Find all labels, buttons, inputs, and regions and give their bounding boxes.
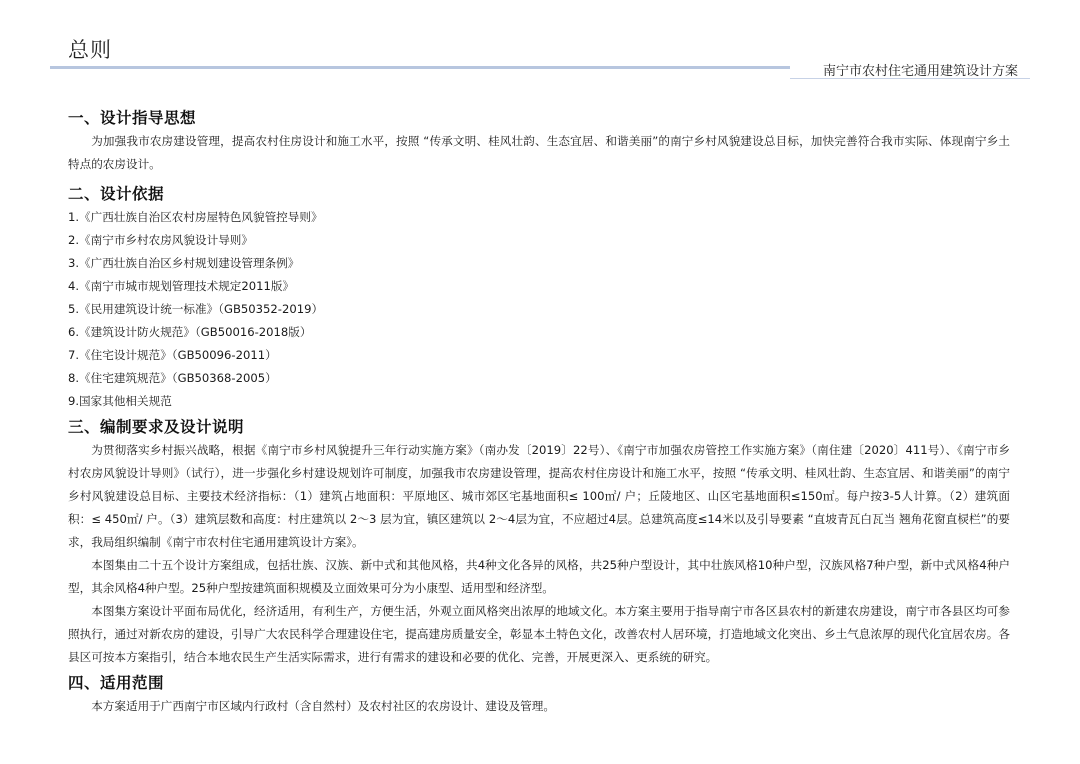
list-item: 6.《建筑设计防火规范》（GB50016-2018版）	[68, 325, 312, 339]
section-title-guiding-principle: 一、设计指导思想	[68, 109, 197, 127]
design-basis-list	[68, 206, 1010, 413]
list-item: 7.《住宅设计规范》（GB50096-2011）	[68, 348, 277, 362]
section-paragraph: 为贯彻落实乡村振兴战略，根据《南宁市乡村风貌提升三年行动实施方案》（南办发〔2019〕22号）、《南宁市加强农房管控工作实施方案》（南住建〔2020〕411号）、《南宁市乡村农房风貌设计导则》（试行），进一步强化乡村建设规划许可制度，加强我市农房建设管理，提高农村住房设计和施工水平，按照 “传承文明、桂风壮韵、生态宜居、和谐美丽”的南宁乡村风貌建设总目标、主要技术经济指标：（1）建筑占地面积：平原地区、城市郊区宅基地面积≤ 100㎡/ 户；丘陵地区、山区宅基地面积≤150㎡。每户按3-5人计算。（2）建筑面积：≤ 450㎡/ 户。（3）建筑层数和高度：村庄建筑以 2～3 层为宜，镇区建筑以 2～4层为宜，不应超过4层。总建筑高度≤14米以及引导要素 “直坡青瓦白瓦当 翘角花窗直棂栏”的要求，我局组织编制《南宁市农村住宅通用建筑设计方案》。	[68, 443, 1010, 549]
document-body	[68, 106, 1010, 718]
list-item: 2.《南宁市乡村农房风貌设计导则》	[68, 233, 253, 247]
section-paragraph: 本方案适用于广西南宁市区域内行政村（含自然村）及农村社区的农房设计、建设及管理。	[91, 699, 555, 713]
section-title-design-basis: 二、设计依据	[68, 185, 165, 203]
list-item: 4.《南宁市城市规划管理技术规定2011版》	[68, 279, 295, 293]
page-title: 总则	[68, 38, 112, 62]
section-paragraph: 为加强我市农房建设管理，提高农村住房设计和施工水平，按照 “传承文明、桂风壮韵、生态宜居、和谐美丽”的南宁乡村风貌建设总目标，加快完善符合我市实际、体现南宁乡土特点的农房设计。	[68, 134, 1010, 171]
document-subtitle: 南宁市农村住宅通用建筑设计方案	[822, 64, 1018, 79]
section-paragraph: 本图集方案设计平面布局优化，经济适用，有利生产，方便生活，外观立面风格突出浓厚的地域文化。本方案主要用于指导南宁市各区县农村的新建农房建设，南宁市各县区均可参照执行，通过对新农房的建设，引导广大农民科学合理建设住宅，提高建房质量安全，彰显本土特色文化，改善农村人居环境，打造地域文化突出、乡土气息浓厚的现代化宜居农房。各县区可按本方案指引，结合本地农民生产生活实际需求，进行有需求的建设和必要的优化、完善，开展更深入、更系统的研究。	[68, 604, 1010, 664]
header-divider	[50, 66, 790, 69]
list-item: 3.《广西壮族自治区乡村规划建设管理条例》	[68, 256, 300, 270]
list-item: 1.《广西壮族自治区农村房屋特色风貌管控导则》	[68, 210, 323, 224]
section-title-scope: 四、适用范围	[68, 674, 165, 692]
section-paragraph: 本图集由二十五个设计方案组成，包括壮族、汉族、新中式和其他风格，共4种文化各异的风格，共25种户型设计，其中壮族风格10种户型，汉族风格7种户型，新中式风格4种户型，其余风格4种户型。25种户型按建筑面积规模及立面效果可分为小康型、适用型和经济型。	[68, 558, 1010, 595]
section-title-compilation-requirements: 三、编制要求及设计说明	[68, 418, 245, 436]
list-item: 5.《民用建筑设计统一标准》（GB50352-2019）	[68, 302, 324, 316]
list-item: 9.国家其他相关规范	[68, 394, 172, 408]
list-item: 8.《住宅建筑规范》（GB50368-2005）	[68, 371, 277, 385]
